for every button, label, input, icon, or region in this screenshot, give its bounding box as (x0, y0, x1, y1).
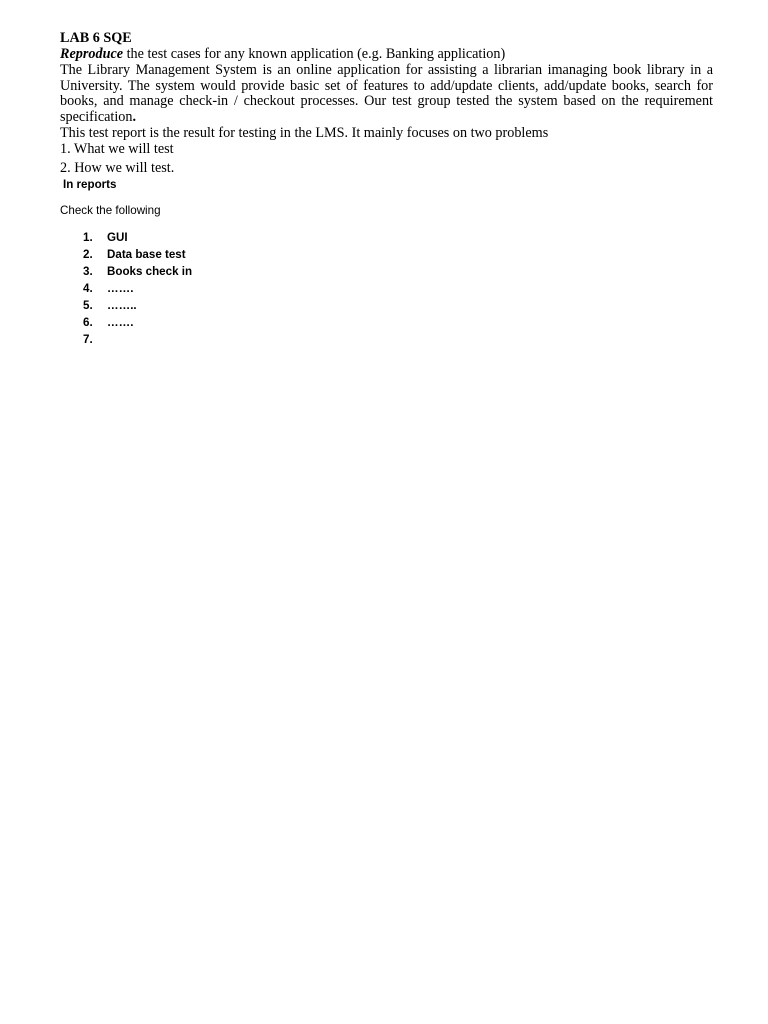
list-number: 3. (83, 265, 93, 278)
paragraph-last-period: . (132, 109, 137, 125)
intro-emphasis: Reproduce (60, 46, 124, 62)
intro-rest: the test cases for any known application (e.g. Banking application) (123, 46, 506, 62)
paragraph-last-line (60, 110, 136, 126)
list-text: Data base test (107, 248, 186, 261)
list-text: ……. (107, 316, 134, 329)
in-reports-label: In reports (63, 178, 117, 191)
list-text: GUI (107, 231, 128, 244)
list-text: Books check in (107, 265, 193, 278)
list-text: …….. (107, 299, 137, 312)
list-number: 2. (83, 248, 93, 261)
intro-line (60, 47, 505, 63)
paragraph-last: specification (60, 109, 133, 125)
list-number: 7. (83, 333, 93, 346)
problem-2: 2. How we will test. (60, 160, 175, 176)
problem-1: 1. What we will test (60, 141, 174, 157)
list-number: 1. (83, 231, 93, 244)
check-heading: Check the following (60, 204, 161, 217)
paragraph-line: The Library Management System is an online application for assisting a librarian imanaging book library in a (60, 62, 713, 78)
list-number: 5. (83, 299, 93, 312)
report-line: This test report is the result for testing in the LMS. It mainly focuses on two problems (60, 125, 549, 141)
list-number: 4. (83, 282, 93, 295)
list-number: 6. (83, 316, 93, 329)
document-title: LAB 6 SQE (60, 30, 132, 46)
paragraph-line: books, and manage check-in / checkout processes. Our test group tested the system based on the requirement (60, 93, 713, 110)
list-text: ……. (107, 282, 134, 295)
paragraph-line: University. The system would provide basic set of features to add/update clients, add/update books, search for (60, 77, 713, 94)
description-paragraph (60, 63, 713, 110)
